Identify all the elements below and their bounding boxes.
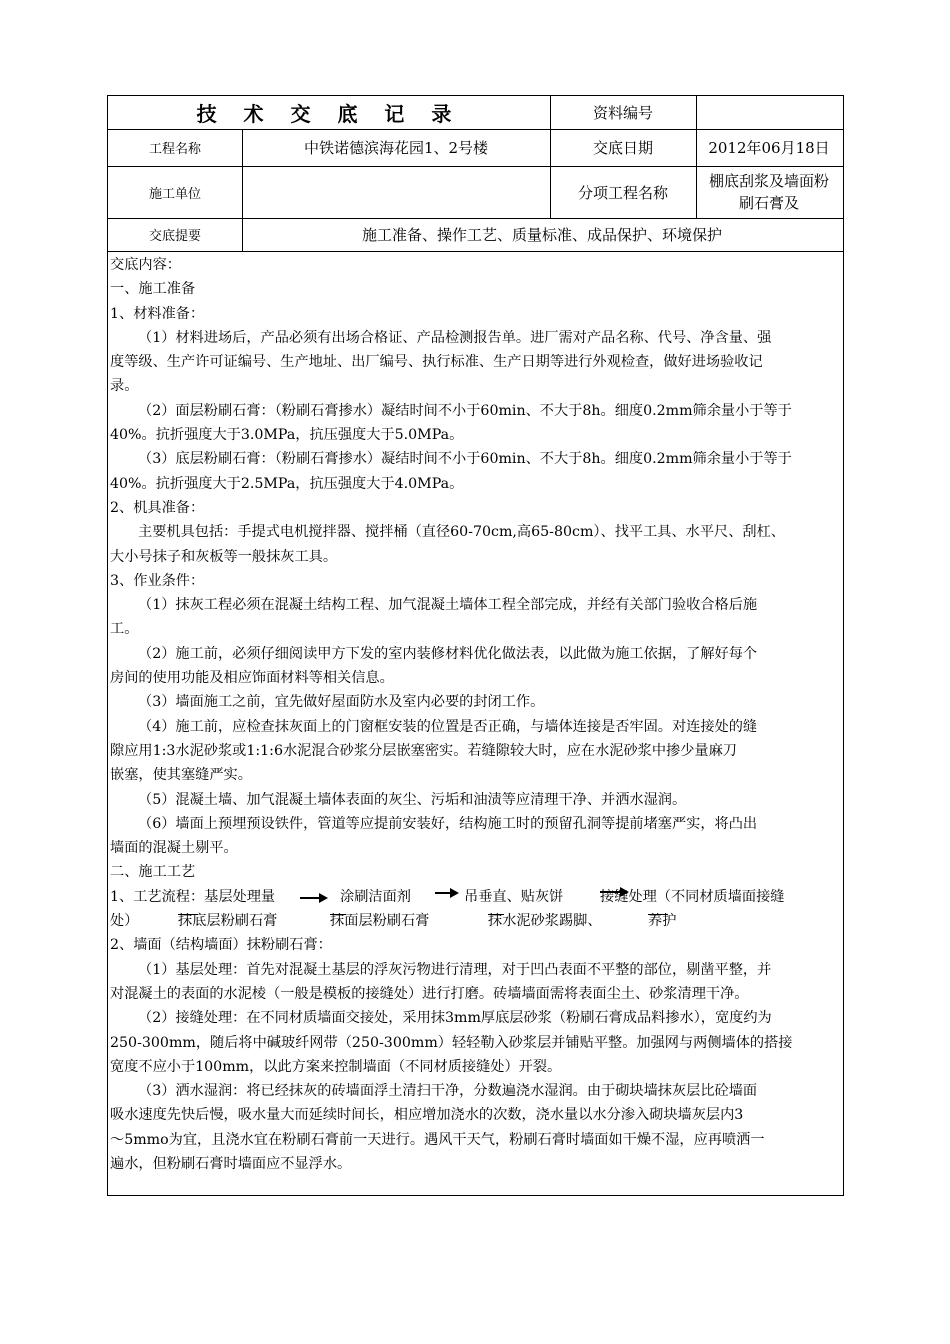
content-line: 工。 [110,621,139,638]
flow-step: 接缝处理（不同材质墙面接缝 [600,888,785,905]
content-line: （3）洒水湿润：将已经抹灰的砖墙面浮土清扫干净，分数遍浇水湿润。由于砌块墙抹灰层比砼墙面 [138,1083,758,1100]
construction-unit-label: 施工单位 [148,186,201,202]
content-line: （1）材料进场后，产品必须有出场合格证、产品检测报告单。进厂需对产品名称、代号、净含量、强 [138,329,772,346]
section-heading: 一、施工准备 [110,281,196,298]
content-line: （5）混凝土墙、加气混凝土墙体表面的灰尘、污垢和油渍等应清理干净、并洒水湿润。 [138,791,687,808]
content-line: 吸水速度先快后慢，吸水量大而延续时间长，相应增加浇水的次数，浇水量以水分渗入砌块墙灰层内3 [110,1107,744,1124]
construction-unit-value [242,166,550,218]
flow-connector [178,914,198,915]
subproject-name-line: 刷石膏及 [738,194,799,212]
content-line: 墙面的混凝土剔平。 [110,840,238,857]
page-title: 技 术 交 底 记 录 [196,102,462,126]
technical-disclosure-form [107,95,844,1196]
flow-lead: 1、工艺流程：基层处理量 [110,888,276,905]
flow-step: 抹底层粉刷石膏 [178,913,278,930]
content-line: 40%。抗折强度大于3.0MPa，抗压强度大于5.0MPa。 [110,427,464,444]
content-line: （3）墙面施工之前，宜先做好屋面防水及室内必要的封闭工作。 [138,694,545,711]
content-line: 录。 [110,378,139,395]
content-line: （3）底层粉刷石膏：（粉刷石膏掺水）凝结时间不小于60min、不大于8h。细度0.2mm筛余量小于等于 [138,451,792,468]
content-line: （1）抹灰工程必须在混凝土结构工程、加气混凝土墙体工程全部完成，并经有关部门验收合格后施 [138,597,758,614]
doc-no-label: 资料编号 [592,104,653,122]
content-line: 宽度不应小于100mm，以此方案来控制墙面（不同材质接缝处）开裂。 [110,1058,562,1075]
subproject-name-value [696,166,842,218]
flow-step: 养护 [648,913,677,930]
content-line: 交底内容： [110,257,181,273]
flow-step: 抹面层粉刷石膏 [330,913,430,930]
content-line: 房间的使用功能及相应饰面材料等相关信息。 [110,670,394,687]
content-line: 隙应用1:3水泥砂浆或1:1:6水泥混合砂浆分层嵌塞密实。若缝隙较大时，应在水泥砂浆中掺少量麻刀 [110,742,737,759]
flow-step: 涂刷洁面剂 [340,888,411,905]
row-divider [108,251,843,252]
content-line: 250-300mm，随后将中碱玻纤网带（250-300mm）轻轻勒入砂浆层并铺贴平整。加强网与两侧墙体的搭接 [110,1034,793,1051]
project-name-label: 工程名称 [148,142,201,157]
content-line: ～5mmo为宜，且浇水宜在粉刷石膏前一天进行。遇风干天气，粉刷石膏时墙面如干燥不湿，应再喷洒一 [110,1131,765,1148]
subsection-heading: 2、机具准备： [110,499,205,516]
content-line: 40%。抗折强度大于2.5MPa，抗压强度大于4.0MPa。 [110,475,464,492]
process-flow-line [110,909,841,933]
disclosure-date-label: 交底日期 [592,139,653,157]
process-flow-line [110,885,841,909]
arrow-right-icon [300,897,326,899]
doc-no-value [696,96,842,129]
flow-connector [648,914,668,915]
content-line: （2）施工前，必须仔细阅读甲方下发的室内装修材料优化做法表，以此做为施工依据，了解好每个 [138,645,758,662]
section-heading: 二、施工工艺 [110,864,196,881]
flow-step: 吊垂直、贴灰饼 [464,888,564,905]
subproject-name-line: 棚底刮浆及墙面粉 [708,172,829,190]
content-line: 对混凝土的表面的水泥棱（一般是模板的接缝处）进行打磨。砖墙墙面需将表面尘土、砂浆清理干净。 [110,985,749,1002]
flow-step: 抹水泥砂浆踢脚、 [488,913,602,930]
content-line: 嵌塞，使其塞缝严实。 [110,767,252,784]
content-line: 遍水，但粉刷石膏时墙面应不显浮水。 [110,1155,352,1172]
arrow-right-icon [435,892,457,894]
subsection-heading: 2、墙面（结构墙面）抹粉刷石膏： [110,937,332,954]
subsection-heading: 3、作业条件： [110,572,205,589]
disclosure-content [110,253,841,1176]
content-line: 主要机具包括：手提式电机搅拌器、搅拌桶（直径60-70cm,高65-80cm）、找平工具、水平尺、刮杠、 [138,524,785,541]
flow-connector [488,914,504,915]
project-name-value: 中铁诺德滨海花园1、2号楼 [303,139,489,157]
content-line: （6）墙面上预埋预设铁件，管道等应提前安装好，结构施工时的预留孔洞等提前堵塞严实，将凸出 [138,815,758,832]
content-line: 度等级、生产许可证编号、生产地址、出厂编号、执行标准、生产日期等进行外观检查，做好进场验收记 [110,354,763,371]
content-line: （2）接缝处理：在不同材质墙面交接处，采用抹3mm厚底层砂浆（粉刷石膏成品料掺水），宽度约为 [138,1010,772,1027]
content-line: （2）面层粉刷石膏：（粉刷石膏掺水）凝结时间不小于60min、不大于8h。细度0.2mm筛余量小于等于 [138,402,792,419]
subproject-name-label: 分项工程名称 [577,183,668,202]
flow-step: 处） [110,913,139,930]
content-line: 大小号抹子和灰板等一般抹灰工具。 [110,548,338,565]
summary-label: 交底提要 [148,229,201,244]
content-line: （4）施工前，应检查抹灰面上的门窗框安装的位置是否正确，与墙体连接是否牢固。对连接处的缝 [138,718,758,735]
content-line: （1）基层处理：首先对混凝土基层的浮灰污物进行清理，对于凹凸表面不平整的部位，剔凿平整，并 [138,961,772,978]
disclosure-date-value: 2012年06月18日 [708,139,830,157]
flow-connector [330,914,346,915]
subsection-heading: 1、材料准备： [110,305,205,322]
summary-value: 施工准备、操作工艺、质量标准、成品保护、环境保护 [361,226,722,244]
